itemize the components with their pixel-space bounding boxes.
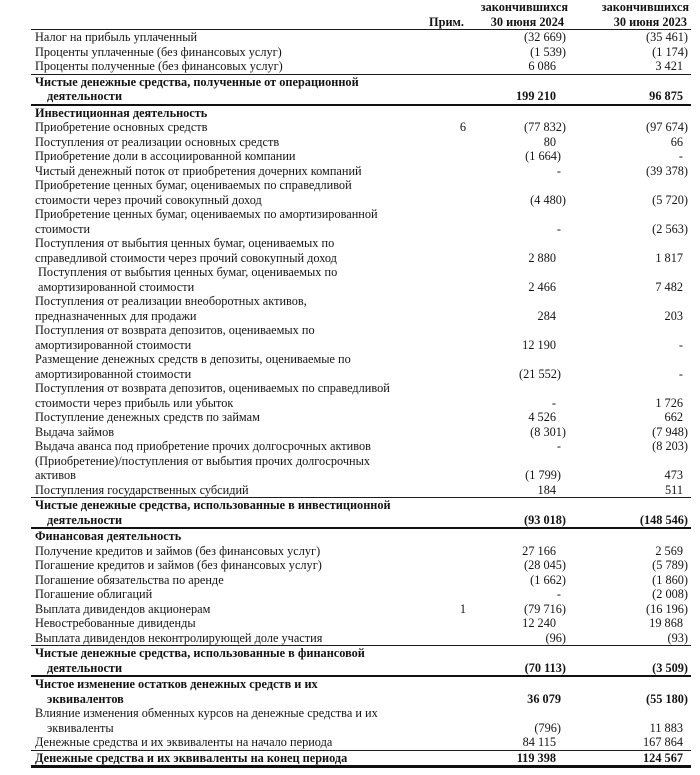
- row-label: [31, 439, 411, 454]
- row-label-line: Денежные средства и их эквиваленты на конец периода: [35, 750, 348, 765]
- row-value-2023: (2 008): [652, 587, 688, 601]
- row-value-2023: (55 180): [645, 691, 688, 706]
- table-row: [31, 706, 691, 735]
- row-label: [31, 425, 416, 440]
- row-value-2023: 3 421: [655, 59, 683, 73]
- row-label-line: Поступления от возврата депозитов, оцениваемых по справедливой: [35, 381, 390, 395]
- row-value-2024: (4 480): [530, 192, 566, 207]
- table-row: [31, 30, 691, 45]
- row-label: [31, 381, 406, 410]
- row-value-2024: 2 880: [528, 250, 556, 265]
- row-value-2024: (77 832): [523, 120, 566, 134]
- row-value-2024: -: [556, 163, 561, 178]
- row-label: [31, 587, 411, 602]
- row-label-line: Поступления от возврата депозитов, оцениваемых по: [35, 323, 315, 337]
- row-value-2023: (97 674): [645, 120, 688, 134]
- row-label: [31, 706, 411, 735]
- row-label-line: Получение кредитов и займов (без финансовых услуг): [35, 543, 321, 558]
- row-label: [31, 529, 406, 544]
- row-label-line: Поступления от реализации внеоборотных активов,: [35, 294, 307, 308]
- row-value-2024: (28 045): [523, 558, 566, 572]
- row-value-2024: (93 018): [523, 512, 566, 527]
- row-label-line: Чистое изменение остатков денежных средств и их: [35, 677, 318, 691]
- table-row: [31, 135, 691, 150]
- row-value-2024: (21 552): [518, 366, 561, 381]
- col-header-date-2024: 30 июня 2024: [490, 14, 564, 29]
- row-label: [31, 646, 416, 675]
- row-label-line: Чистый денежный поток от приобретения дочерних компаний: [35, 163, 362, 178]
- row-value-2023: 1 726: [655, 395, 683, 410]
- table-row: [31, 631, 691, 647]
- cashflow-table: [31, 0, 691, 768]
- row-value-2023: 19 868: [649, 616, 683, 630]
- row-note: 6: [459, 120, 466, 134]
- table-row: [31, 735, 691, 751]
- row-value-2023: 66: [670, 134, 683, 149]
- row-label-line: Приобретение доли в ассоциированной компании: [35, 149, 296, 163]
- row-label-line: (Приобретение)/поступления от выбытия прочих долгосрочных: [35, 453, 371, 468]
- table-row: [31, 207, 691, 236]
- row-value-2024: (1 799): [525, 468, 561, 482]
- table-row: [31, 483, 691, 499]
- table-row: [31, 544, 691, 559]
- col-header-note: Прим.: [429, 14, 464, 29]
- row-label: [31, 30, 416, 45]
- row-label: [31, 75, 406, 104]
- row-label: [31, 544, 406, 559]
- row-value-2024: 84 115: [522, 735, 556, 749]
- row-label-line: Поступления от реализации основных средств: [35, 134, 280, 149]
- row-value-2024: -: [556, 439, 561, 453]
- row-value-2024: 12 190: [522, 337, 556, 352]
- row-label-line: Чистые денежные средства, использованные в инвестиционной: [35, 498, 391, 512]
- row-value-2023: 7 482: [655, 279, 683, 294]
- table-row: [31, 410, 691, 425]
- row-label-line: стоимости через прибыль или убыток: [35, 395, 234, 410]
- row-note: 1: [459, 601, 466, 616]
- table-row: [31, 75, 691, 106]
- row-label: [31, 631, 416, 646]
- row-label: [31, 410, 406, 425]
- row-label-line: Размещение денежных средств в депозиты, оцениваемые по: [35, 352, 351, 366]
- table-row: [31, 164, 691, 179]
- table-row: [31, 425, 691, 440]
- row-value-2023: 96 875: [649, 89, 683, 103]
- row-value-2024: 199 210: [516, 89, 556, 103]
- row-value-2024: -: [556, 221, 561, 236]
- row-value-2024: 6 086: [528, 59, 556, 73]
- row-label-line: амортизированной стоимости: [38, 279, 195, 294]
- row-value-2024: (96): [545, 630, 566, 645]
- row-value-2024: (8 301): [530, 424, 566, 439]
- row-value-2024: 27 166: [522, 543, 556, 558]
- row-label-line: Налог на прибыль уплаченный: [35, 30, 198, 44]
- row-value-2023: 2 569: [655, 543, 683, 558]
- table-row: [31, 646, 691, 677]
- row-label-line: стоимости: [35, 221, 91, 236]
- row-label: [31, 207, 411, 236]
- row-label-line: Чистые денежные средства, использованные в финансовой: [35, 646, 365, 660]
- row-value-2023: 662: [664, 410, 683, 424]
- row-value-2024: (1 539): [530, 44, 566, 59]
- row-label: [31, 352, 411, 381]
- table-row: [31, 751, 691, 769]
- row-value-2023: (8 203): [652, 439, 688, 453]
- table-row: [31, 59, 691, 75]
- row-value-2023: (1 860): [652, 572, 688, 587]
- row-label-line: амортизированной стоимости: [35, 366, 192, 381]
- row-value-2023: (39 378): [645, 163, 688, 178]
- row-value-2023: (93): [667, 630, 688, 645]
- row-label: [31, 135, 406, 150]
- row-label: [31, 236, 406, 265]
- table-row: [31, 178, 691, 207]
- row-label: [31, 735, 406, 750]
- row-label-line: Денежные средства и их эквиваленты на начало периода: [35, 735, 333, 749]
- row-value-2023: (1 174): [652, 44, 688, 59]
- col-header-period-2024: закончившихся: [480, 0, 568, 14]
- table-row: [31, 498, 691, 529]
- row-value-2023: (16 196): [645, 601, 688, 616]
- row-label: [31, 616, 406, 631]
- row-value-2024: (1 662): [530, 572, 566, 587]
- row-label-line: Выдача займов: [35, 424, 115, 439]
- row-label: [31, 178, 416, 207]
- row-label-line: предназначенных для продажи: [35, 308, 197, 323]
- row-label-line: Погашение облигаций: [35, 587, 153, 601]
- row-value-2024: 2 466: [528, 279, 556, 294]
- row-label-line: Погашение обязательства по аренде: [35, 572, 224, 587]
- row-value-2023: 124 567: [643, 750, 683, 765]
- row-label-line: Поступления от выбытия ценных бумаг, оцениваемых по: [35, 236, 335, 250]
- row-label: [31, 45, 416, 60]
- table-row: [31, 45, 691, 60]
- row-label: [31, 323, 406, 352]
- table-row: [31, 616, 691, 631]
- row-label-line: Выплата дивидендов неконтролирующей доле участия: [35, 630, 323, 645]
- row-value-2023: (2 563): [652, 221, 688, 236]
- row-label-line: Выплата дивидендов акционерам: [35, 601, 211, 616]
- row-label: [31, 602, 416, 617]
- row-value-2023: 167 864: [643, 735, 683, 749]
- row-label: [31, 573, 416, 588]
- row-value-2023: (7 948): [652, 424, 688, 439]
- row-value-2024: (79 716): [523, 601, 566, 616]
- row-label-line: Влияние изменения обменных курсов на денежные средства и их: [35, 706, 378, 720]
- row-value-2023: (148 546): [639, 512, 688, 527]
- table-row: [31, 323, 691, 352]
- row-label: [31, 677, 411, 706]
- table-row: [31, 120, 691, 135]
- row-label-line: деятельности: [47, 89, 123, 103]
- row-value-2024: 12 240: [522, 616, 556, 630]
- row-value-2024: 184: [537, 482, 556, 497]
- row-value-2024: 284: [537, 308, 556, 323]
- row-label: [31, 59, 406, 74]
- row-label-line: эквиваленты: [47, 720, 114, 735]
- row-value-2024: -: [556, 587, 561, 601]
- row-label-line: Проценты полученные (без финансовых услуг): [35, 59, 283, 73]
- table-row: [31, 602, 691, 617]
- row-value-2023: -: [678, 149, 683, 163]
- row-label-line: Выдача аванса под приобретение прочих долгосрочных активов: [35, 439, 371, 453]
- table-row: [31, 439, 691, 454]
- row-label-line: деятельности: [47, 660, 123, 675]
- row-label-line: Инвестиционная деятельность: [35, 105, 208, 120]
- table-row: [31, 573, 691, 588]
- row-label: [31, 454, 411, 483]
- row-value-2024: (70 113): [524, 660, 566, 675]
- row-label: [31, 106, 406, 121]
- row-value-2023: (5 720): [652, 192, 688, 207]
- row-value-2023: (35 461): [645, 30, 688, 44]
- row-value-2023: 1 817: [655, 250, 683, 265]
- row-label: [31, 483, 406, 498]
- row-value-2024: -: [551, 395, 556, 410]
- table-header-date-row: [31, 15, 691, 31]
- row-label-line: Поступления от выбытия ценных бумаг, оцениваемых по: [38, 265, 338, 279]
- row-value-2024: 4 526: [528, 410, 556, 424]
- row-value-2024: (796): [534, 720, 561, 735]
- row-value-2023: (5 789): [652, 558, 688, 572]
- row-value-2023: 473: [664, 468, 683, 482]
- row-value-2024: 119 398: [516, 750, 556, 765]
- row-label-line: Чистые денежные средства, полученные от операционной: [35, 74, 359, 89]
- table-row: [31, 558, 691, 573]
- row-label: [31, 120, 416, 135]
- row-label-line: Поступления государственных субсидий: [35, 482, 249, 497]
- row-value-2023: (3 509): [652, 660, 688, 675]
- row-value-2024: (32 669): [523, 30, 566, 44]
- row-label-line: Финансовая деятельность: [35, 529, 182, 543]
- row-label-line: Невостребованные дивиденды: [35, 616, 196, 630]
- table-row: [31, 106, 691, 121]
- table-row: [31, 352, 691, 381]
- table-row: [31, 236, 691, 265]
- row-label: [31, 149, 411, 164]
- table-row: [31, 677, 691, 706]
- row-label-line: Приобретение ценных бумаг, оцениваемых по справедливой: [35, 178, 352, 192]
- table-row: [31, 587, 691, 602]
- row-label: [31, 751, 406, 766]
- table-row: [31, 294, 691, 323]
- row-label-line: деятельности: [47, 512, 123, 527]
- table-row: [31, 454, 691, 483]
- row-label-line: стоимости через прочий совокупный доход: [35, 192, 262, 207]
- row-label-line: Проценты уплаченные (без финансовых услуг): [35, 44, 282, 59]
- row-label-line: амортизированной стоимости: [35, 337, 192, 352]
- row-value-2023: 203: [664, 308, 683, 323]
- row-label-line: активов: [35, 468, 76, 482]
- table-row: [31, 381, 691, 410]
- row-value-2024: 80: [543, 134, 556, 149]
- row-label-line: Погашение кредитов и займов (без финансовых услуг): [35, 558, 322, 572]
- row-value-2024: (1 664): [525, 149, 561, 163]
- table-body: [31, 30, 691, 768]
- row-label: [31, 558, 416, 573]
- table-row: [31, 265, 691, 294]
- row-value-2023: -: [678, 366, 683, 381]
- row-label-line: Приобретение основных средств: [35, 120, 208, 134]
- row-label: [31, 265, 406, 294]
- row-value-2023: 11 883: [649, 720, 683, 735]
- table-header-period-row: [31, 0, 691, 15]
- row-label: [31, 294, 406, 323]
- row-value-2024: 36 079: [527, 691, 561, 706]
- row-label-line: справедливой стоимости через прочий совокупный доход: [35, 250, 337, 265]
- row-label-line: Поступление денежных средств по займам: [35, 410, 260, 424]
- row-label: [31, 164, 411, 179]
- table-row: [31, 529, 691, 544]
- col-header-date-2023: 30 июня 2023: [613, 14, 687, 29]
- row-value-2023: 511: [665, 482, 683, 497]
- col-header-period-2023: закончившихся: [601, 0, 689, 14]
- table-row: [31, 149, 691, 164]
- row-label-line: Приобретение ценных бумаг, оцениваемых по амортизированной: [35, 207, 378, 221]
- row-label: [31, 498, 416, 527]
- row-label-line: эквивалентов: [47, 691, 124, 706]
- row-value-2023: -: [678, 337, 683, 352]
